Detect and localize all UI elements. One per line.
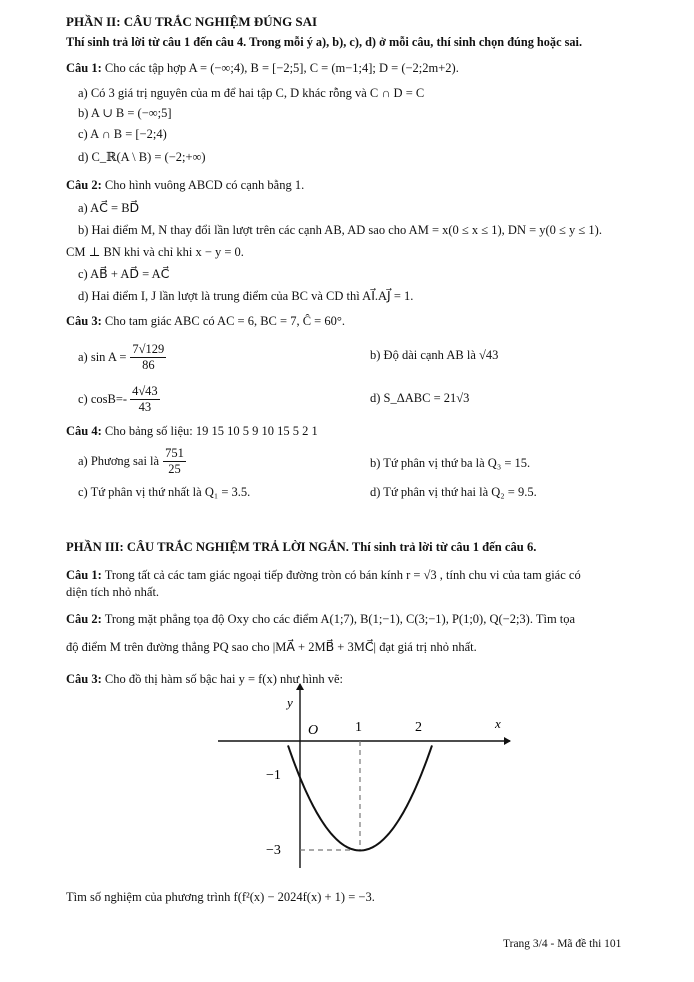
q4-option-d: d) Tứ phân vị thứ hai là Q₂ = 9.5. xyxy=(370,485,537,499)
y-tick-minus3: −3 xyxy=(266,843,281,858)
p3-q2-text: Trong mặt phẳng tọa độ Oxy cho các điểm A(1;7), B(1;−1), C(3;−1), P(1;0), Q(−2;3). Tìm tọa xyxy=(104,612,576,626)
q3-a-numerator: 7√129 xyxy=(132,342,165,356)
y-tick-minus1: −1 xyxy=(266,768,281,783)
q1-text: Cho các tập hợp A = (−∞;4), B = [−2;5], C = (m−1;4]; D = (−2;2m+2). xyxy=(104,61,459,75)
q1-option-a: a) Có 3 giá trị nguyên của m để hai tập C, D khác rỗng và C ∩ D = C xyxy=(78,86,425,100)
q3-option-b: b) Độ dài cạnh AB là √43 xyxy=(370,348,499,362)
p3-q3-text: Cho đồ thị hàm số bậc hai y = f(x) như hình vẽ: xyxy=(104,672,343,686)
q4-option-c: c) Tứ phân vị thứ nhất là Q₁ = 3.5. xyxy=(78,485,251,499)
q1-option-d: d) C_ℝ(A \ B) = (−2;+∞) xyxy=(78,150,206,164)
q3-a-denominator: 86 xyxy=(142,358,155,372)
origin-label: O xyxy=(308,723,319,738)
q2-label: Câu 2: xyxy=(66,178,102,192)
q3-text: Cho tam giác ABC có AC = 6, BC = 7, Ĉ = 60°. xyxy=(104,314,345,328)
q2-option-d: d) Hai điểm I, J lần lượt là trung điểm của BC và CD thì AI⃗.AJ⃗ = 1. xyxy=(78,289,414,303)
x-tick-2: 2 xyxy=(415,720,422,735)
y-axis-label: y xyxy=(287,695,293,710)
x-axis-label: x xyxy=(495,716,501,731)
q2-text: Cho hình vuông ABCD có cạnh bằng 1. xyxy=(104,178,305,192)
p3-q2-label: Câu 2: xyxy=(66,612,102,626)
part3-heading: PHẦN III: CÂU TRẮC NGHIỆM TRẢ LỜI NGẮN. Thí sinh trả lời từ câu 1 đến câu 6. xyxy=(66,540,537,554)
q4-a-denominator: 25 xyxy=(168,462,181,476)
q2-option-b-line1: b) Hai điểm M, N thay đổi lần lượt trên các cạnh AB, AD sao cho AM = x(0 ≤ x ≤ 1), DN = y(0 ≤ y ≤ 1). xyxy=(78,223,602,237)
p3-q1-text: Trong tất cả các tam giác ngoại tiếp đường tròn có bán kính r = √3 , tính chu vi của tam giác có xyxy=(104,568,581,582)
part2-instruction: Thí sinh trả lời từ câu 1 đến câu 4. Trong mỗi ý a), b), c), d) ở mỗi câu, thí sinh chọn đúng hoặc sai. xyxy=(66,35,583,49)
p3-q3-label: Câu 3: xyxy=(66,672,102,686)
q3-option-d: d) S_ΔABC = 21√3 xyxy=(370,391,470,405)
q3-c-prefix: c) cosB=- xyxy=(78,392,128,406)
q1-option-b: b) A ∪ B = (−∞;5] xyxy=(78,106,172,120)
q3-a-prefix: a) sin A = xyxy=(78,350,127,364)
q3-c-numerator: 4√43 xyxy=(132,384,158,398)
q4-a-numerator: 751 xyxy=(165,446,184,460)
q2-option-b-line2: CM ⊥ BN khi và chỉ khi x − y = 0. xyxy=(66,245,244,259)
p3-q1-line2: diện tích nhỏ nhất. xyxy=(66,585,160,599)
q2-option-a: a) AC⃗ = BD⃗ xyxy=(78,201,140,215)
q1-label: Câu 1: xyxy=(66,61,102,75)
page-footer: Trang 3/4 - Mã đề thi 101 xyxy=(503,938,622,950)
q3-c-denominator: 43 xyxy=(138,400,152,414)
p3-q1-label: Câu 1: xyxy=(66,568,102,582)
q4-text: Cho bảng số liệu: 19 15 10 5 9 10 15 5 2 1 xyxy=(104,424,318,438)
q4-label: Câu 4: xyxy=(66,424,102,438)
x-tick-1: 1 xyxy=(355,720,362,735)
q4-option-b: b) Tứ phân vị thứ ba là Q₃ = 15. xyxy=(370,456,531,470)
q2-option-c: c) AB⃗ + AD⃗ = AC⃗ xyxy=(78,267,170,281)
q4-a-prefix: a) Phương sai là xyxy=(78,454,160,468)
p3-q3-question: Tìm số nghiệm của phương trình f(f²(x) − 2024f(x) + 1) = −3. xyxy=(66,890,375,904)
q1-option-c: c) A ∩ B = [−2;4) xyxy=(78,127,167,141)
part2-heading: PHẦN II: CÂU TRẮC NGHIỆM ĐÚNG SAI xyxy=(66,14,318,29)
q3-label: Câu 3: xyxy=(66,314,102,328)
p3-q2-line2: độ điểm M trên đường thẳng PQ sao cho |MA⃗ + 2MB⃗ + 3MC⃗| đạt giá trị nhỏ nhất. xyxy=(66,640,477,654)
